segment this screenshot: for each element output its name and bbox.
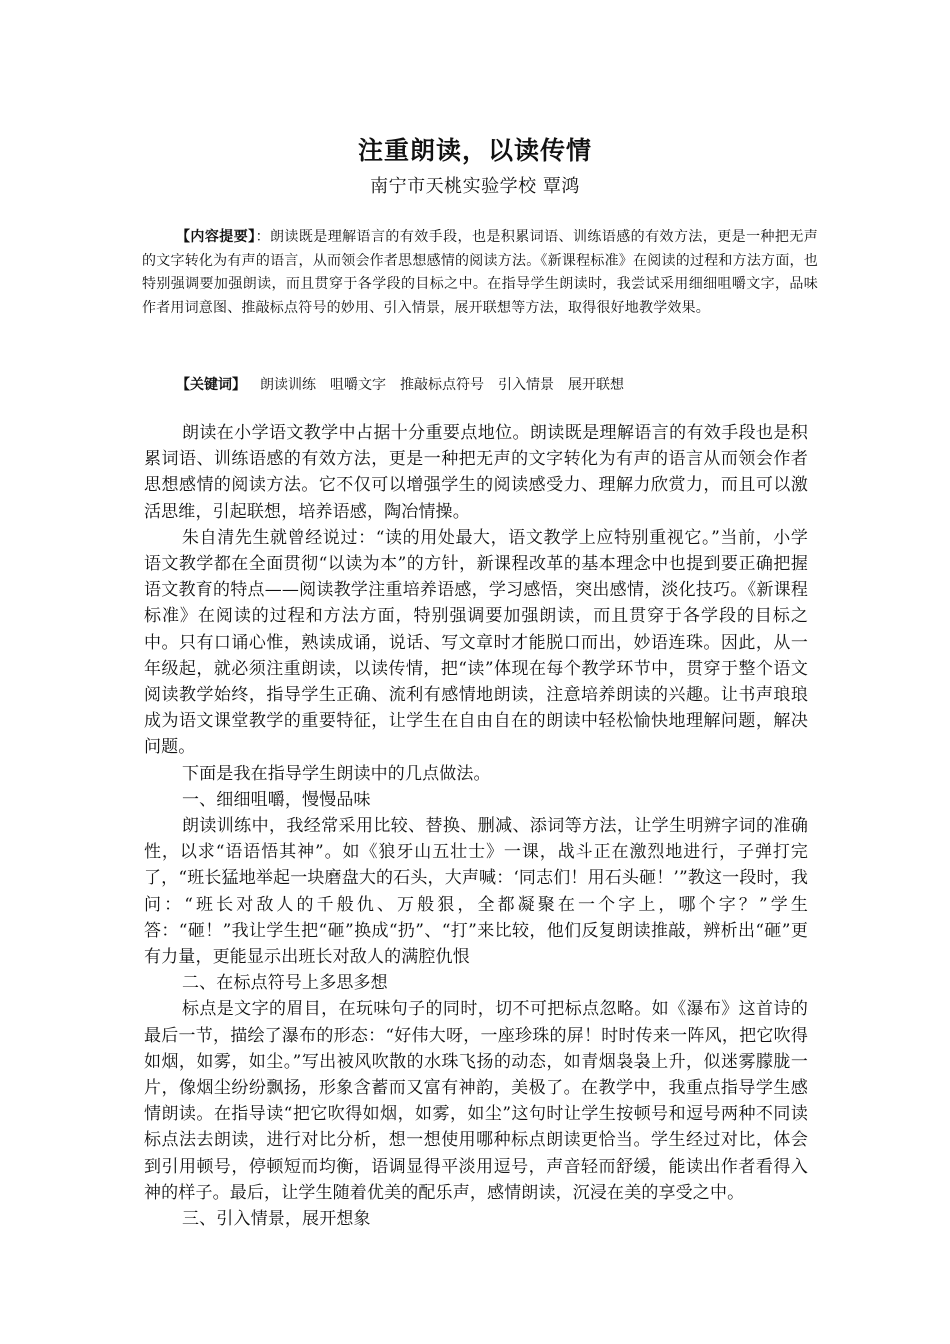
keyword-item: 展开联想	[568, 377, 624, 393]
abstract-paragraph	[142, 226, 818, 320]
body-paragraph: 标点是文字的眉目，在玩味句子的同时，切不可把标点忽略。如《瀑布》这首诗的最后一节，描绘了瀑布的形态：“好伟大呀，一座珍珠的屏！时时传来一阵风，把它吹得如烟，如雾，如尘。”写出被风吹散的水珠飞扬的动态，如青烟袅袅上升，似迷雾朦胧一片，像烟尘纷纷飘扬，形象含蓄而又富有神韵，美极了。在教学中，我重点指导学生感情朗读。在指导读“把它吹得如烟，如雾，如尘”这句时让学生按顿号和逗号两种不同读标点法去朗读，进行对比分析，想一想使用哪种标点朗读更恰当。学生经过对比，体会到引用顿号，停顿短而均衡，语调显得平淡用逗号，声音轻而舒缓，能读出作者看得入神的样子。最后，让学生随着优美的配乐声，感情朗读，沉浸在美的享受之中。	[144, 999, 808, 1203]
abstract-section	[142, 226, 818, 320]
keyword-item: 咀嚼文字	[330, 377, 386, 393]
body-paragraph: 朗读在小学语文教学中占据十分重要点地位。朗读既是理解语言的有效手段也是积累词语、训练语感的有效方法，更是一种把无声的文字转化为有声的语言从而领会作者思想感情的阅读方法。它不仅可以增强学生的阅读感受力、理解力欣赏力，而且可以激活思维，引起联想，培养语感，陶冶情操。	[144, 423, 808, 522]
author-line: 南宁市天桃实验学校 覃鸿	[370, 176, 580, 197]
keyword-item: 引入情景	[498, 377, 554, 393]
keywords-label: 【关键词】	[176, 377, 246, 393]
keyword-item: 朗读训练	[260, 377, 316, 393]
section-heading: 二、在标点符号上多思多想	[182, 973, 388, 994]
abstract-text: ：朗读既是理解语言的有效手段，也是积累词语、训练语感的有效方法，更是一种把无声的文字转化为有声的语言，从而领会作者思想感情的阅读方法。《新课程标准》在阅读的过程和方法方面，也特别强调要加强朗读，而且贯穿于各学段的目标之中。在指导学生朗读时，我尝试采用细细咀嚼文字，品味作者用词意图、推敲标点符号的妙用、引入情景，展开联想等方法，取得很好地教学效果。	[142, 229, 818, 316]
section-heading: 三、引入情景，展开想象	[182, 1209, 371, 1230]
body-paragraph: 朱自清先生就曾经说过：“读的用处最大，语文教学上应特别重视它。”当前，小学语文教学都在全面贯彻“以读为本”的方针，新课程改革的基本理念中也提到要正确把握语文教育的特点——阅读教学注重培养语感，学习感悟，突出感情，淡化技巧。《新课程标准》在阅读的过程和方法方面，特别强调要加强朗读，而且贯穿于各学段的目标之中。只有口诵心惟，熟读成诵，说话、写文章时才能脱口而出，妙语连珠。因此，从一年级起，就必须注重朗读，以读传情，把“读”体现在每个教学环节中，贯穿于整个语文阅读教学始终，指导学生正确、流利有感情地朗读，注意培养朗读的兴趣。让书声琅琅成为语文课堂教学的重要特征，让学生在自由自在的朗读中轻松愉快地理解问题，解决问题。	[144, 527, 808, 758]
page-title: 注重朗读，以读传情	[357, 136, 592, 165]
keyword-item: 推敲标点符号	[400, 377, 484, 393]
section-heading: 一、细细咀嚼，慢慢品味	[182, 789, 371, 810]
abstract-label: 【内容提要】	[176, 229, 256, 245]
keywords-section	[176, 374, 624, 396]
body-paragraph: 朗读训练中，我经常采用比较、替换、删减、添词等方法，让学生明辨字词的准确性，以求“语语悟其神”。如《狼牙山五壮士》一课，战斗正在激烈地进行，子弹打完了，“班长猛地举起一块磨盘大的石头，大声喊：‘同志们！用石头砸！’”教这一段时，我问：“班长对敌人的千般仇、万般狠，全都凝聚在一个字上，哪个字？”学生答：“砸！”我让学生把“砸”换成“扔”、“打”来比较，他们反复朗读推敲，辨析出“砸”更有力量，更能显示出班长对敌人的满腔仇恨	[144, 816, 808, 968]
body-paragraph: 下面是我在指导学生朗读中的几点做法。	[182, 763, 491, 784]
body-text	[144, 420, 808, 1232]
